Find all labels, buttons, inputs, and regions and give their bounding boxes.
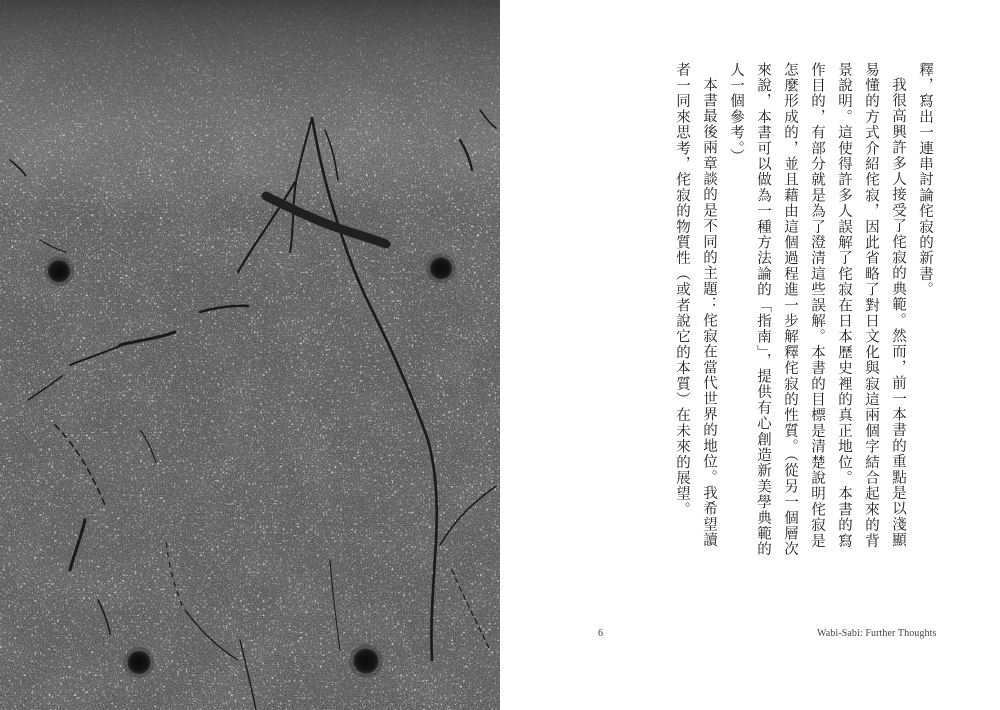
page-number: 6 xyxy=(598,628,603,639)
hole-3 xyxy=(128,651,151,674)
hole-2 xyxy=(430,257,452,279)
hole-4 xyxy=(354,649,379,674)
running-title: Wabi-Sabi: Further Thoughts xyxy=(817,628,937,639)
paragraph-main: 我很高興許多人接受了侘寂的典範。然而，前一本書的重點是以淺顯易懂的方式介紹侘寂，因此省略了對日文化與寂這兩個字結合起來的背景說明。這使得許多人誤解了侘寂在日本歷史裡的真正地位。本書的寫作目的，有部分就是為了澄清這些誤解。本書的目標是清楚說明侘寂是怎麼形成的，並且藉由這個過程進一步解釋侘寂的性質。（從另一個層次來說，本書可以做為一種方法論的「指南」，提供有心創造新美學典範的人一個參考。） xyxy=(728,62,906,558)
body-text-vertical xyxy=(638,62,938,562)
paragraph-closing: 本書最後兩章談的是不同的主題：侘寂在當代世界的地位。我希望讀者一同來思考，侘寂的物質性（或者說它的本質）在未來的展望。 xyxy=(674,62,717,548)
hole-1 xyxy=(48,260,70,282)
paragraph-continuation: 釋，寫出一連串討論侘寂的新書。 xyxy=(917,62,933,298)
text-page xyxy=(500,0,1000,710)
